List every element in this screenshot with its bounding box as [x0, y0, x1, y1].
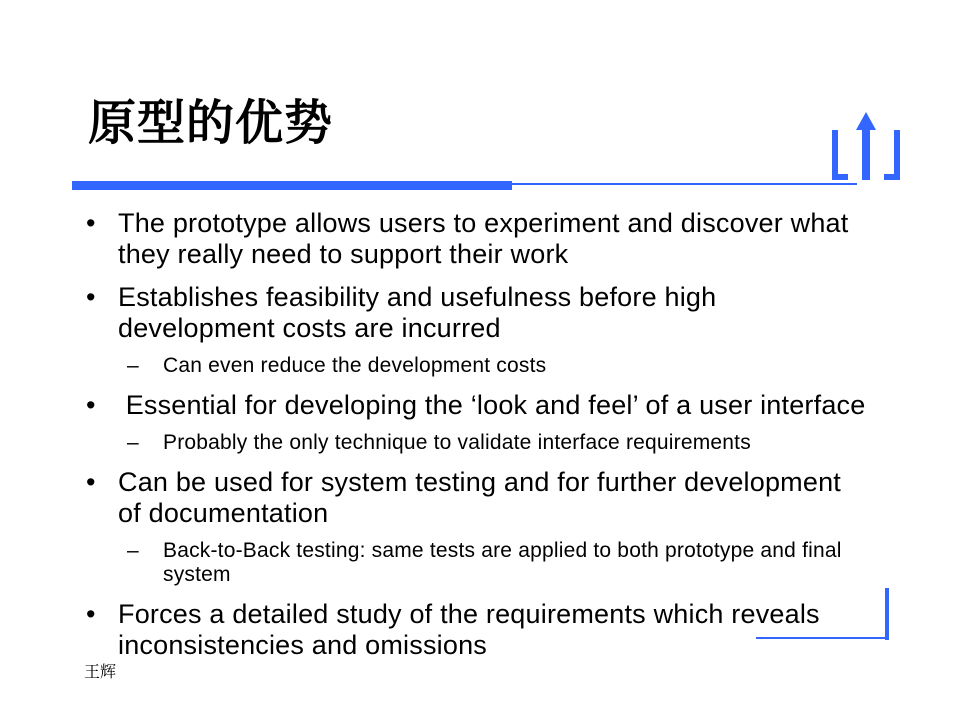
- sub-bullet-marker: –: [127, 431, 139, 454]
- sub-bullet-item: [118, 354, 870, 378]
- bullet-text: Essential for developing the ‘look and feel’ of a user interface: [118, 390, 866, 420]
- slide-title: 原型的优势: [88, 95, 334, 151]
- bullet-item: [80, 599, 870, 661]
- bullet-marker: •: [86, 282, 96, 312]
- footer-author: 王辉: [84, 662, 117, 681]
- bullet-marker: •: [86, 390, 96, 420]
- sub-bullet-text: Probably the only technique to validate interface requirements: [163, 431, 751, 454]
- bullet-marker: •: [86, 208, 96, 238]
- bullet-item: [80, 390, 870, 455]
- bullet-text: The prototype allows users to experiment and discover what they really need to support their work: [118, 208, 857, 269]
- bullet-text: Forces a detailed study of the requirements which reveals inconsistencies and omissions: [118, 599, 828, 660]
- sub-bullet-list: [118, 431, 870, 455]
- bullet-text: Establishes feasibility and usefulness before high development costs are incurred: [118, 282, 725, 343]
- bullet-list: [80, 208, 870, 673]
- bullet-text: Can be used for system testing and for further development of documentation: [118, 467, 849, 528]
- bullet-marker: •: [86, 467, 96, 497]
- corner-bracket-horizontal: [756, 637, 888, 639]
- sub-bullet-marker: –: [127, 354, 139, 377]
- sub-bullet-list: [118, 354, 870, 378]
- sub-bullet-item: [118, 539, 870, 587]
- title-underline-thin: [512, 183, 857, 185]
- bullet-marker: •: [86, 599, 96, 629]
- sub-bullet-item: [118, 431, 870, 455]
- upward-arrow-logo-icon: [826, 110, 906, 182]
- sub-bullet-text: Back-to-Back testing: same tests are applied to both prototype and final system: [163, 539, 842, 586]
- title-underline-thick: [72, 181, 512, 190]
- bullet-item: [80, 467, 870, 587]
- corner-bracket-vertical: [885, 588, 889, 640]
- sub-bullet-text: Can even reduce the development costs: [163, 354, 547, 377]
- bullet-item: [80, 208, 870, 270]
- sub-bullet-list: [118, 539, 870, 587]
- bullet-item: [80, 282, 870, 378]
- sub-bullet-marker: –: [127, 539, 139, 562]
